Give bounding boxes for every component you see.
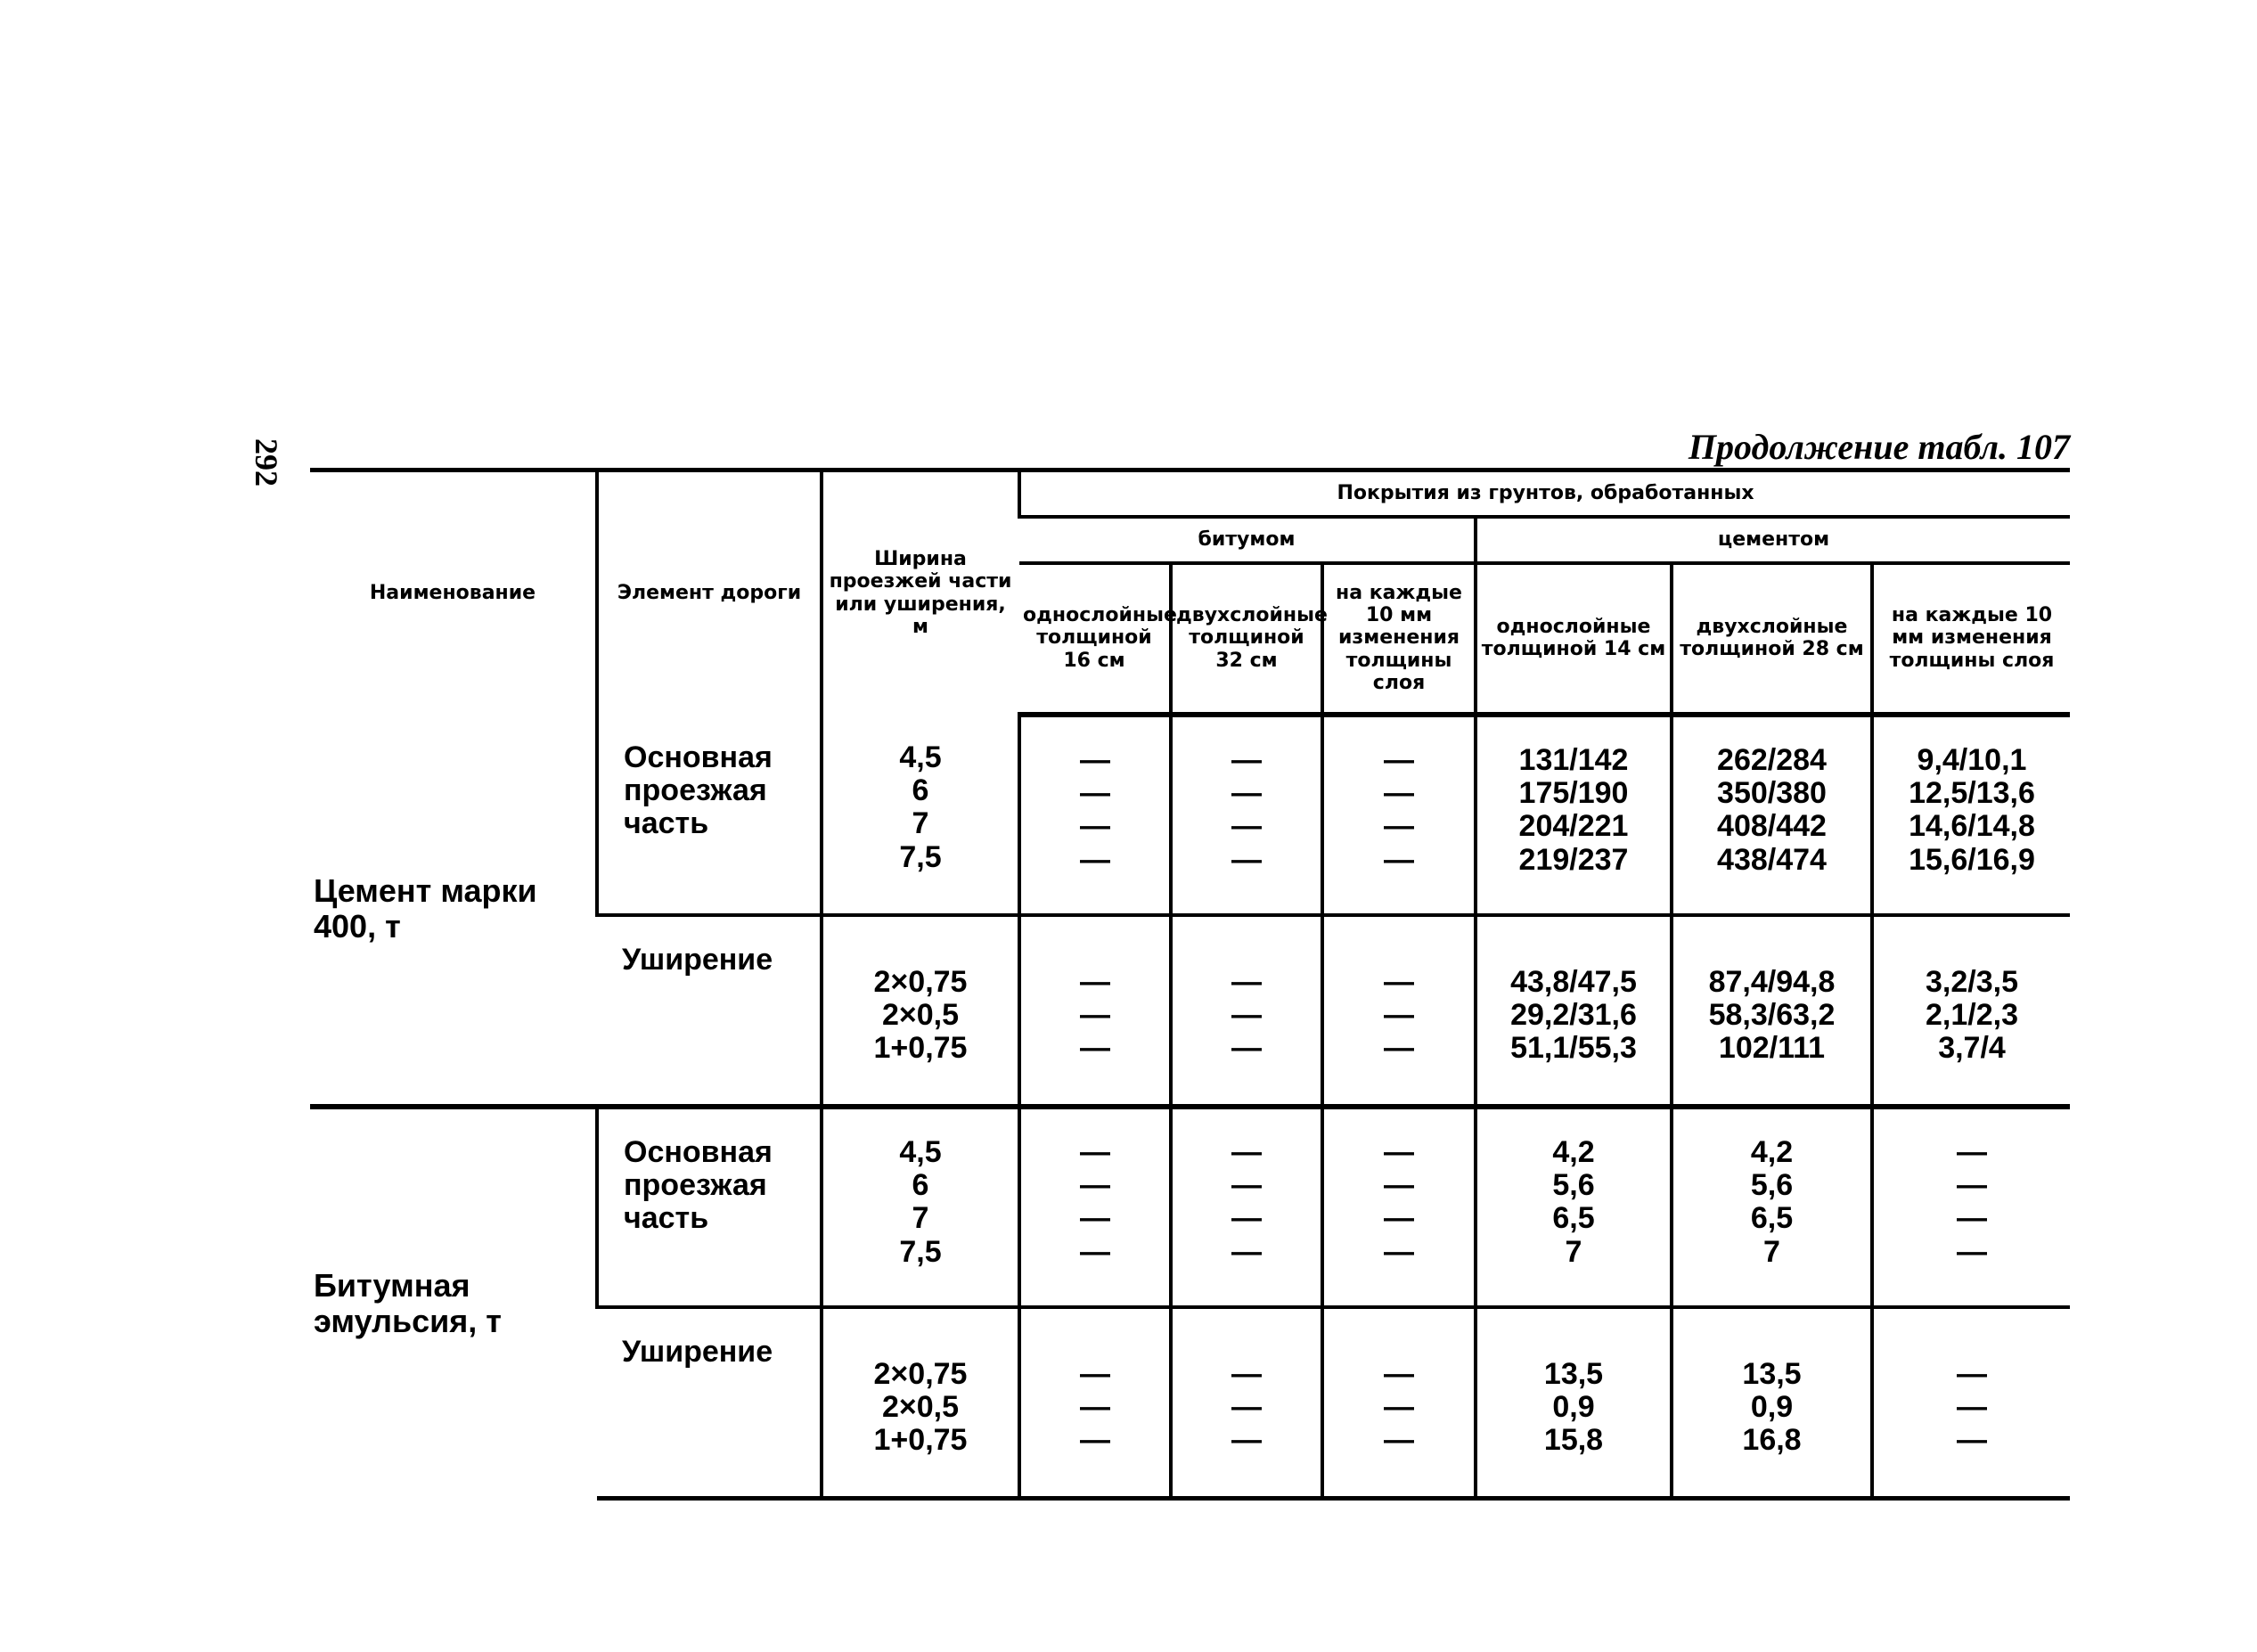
cell-cem-single	[1476, 1107, 1672, 1307]
cell-cem-per10-value: 15,6/16,9	[1909, 842, 2035, 877]
cell-width-value: 6	[912, 1167, 929, 1202]
cell-cem-per10-value: —	[1957, 1389, 1987, 1424]
cell-cem-per10-value: —	[1957, 1423, 1987, 1458]
cell-width-value: 7,5	[899, 839, 942, 874]
cell-cem-per10-value: 3,7/4	[1938, 1031, 2006, 1066]
cell-bit-per10-value: —	[1384, 775, 1414, 810]
cell-width-value: 1+0,75	[873, 1031, 968, 1066]
cell-cem-single-value: 219/237	[1518, 842, 1629, 877]
cell-cem-single-value: 6,5	[1552, 1201, 1595, 1236]
road-element-line: часть	[624, 806, 709, 841]
header-element: Элемент дороги	[597, 470, 822, 715]
cell-cem-single-value: 51,1/55,3	[1510, 1031, 1637, 1066]
cell-cem-double-value: 102/111	[1718, 1031, 1826, 1066]
cell-bit-single-value: —	[1080, 842, 1110, 877]
cell-cem-double	[1672, 715, 1872, 915]
cell-bit-double-value: —	[1231, 997, 1262, 1032]
header-group-bitumen: битумом	[1019, 517, 1476, 563]
cell-cem-single	[1476, 715, 1672, 915]
page-number: 292	[249, 438, 284, 487]
cell-cem-per10-value: 12,5/13,6	[1909, 775, 2035, 810]
cell-cem-double-value: 438/474	[1717, 842, 1827, 877]
cell-bit-per10-value: —	[1384, 742, 1414, 777]
table-row	[310, 1107, 2070, 1307]
road-element-line: Основная	[624, 1134, 773, 1169]
cell-bit-double-value: —	[1231, 1389, 1262, 1424]
cell-cem-per10-value: —	[1957, 1167, 1987, 1202]
cell-bit-single	[1019, 915, 1171, 1107]
cell-bit-double-value: —	[1231, 1234, 1262, 1269]
table-body	[310, 715, 2070, 1499]
cell-cem-per10-value: —	[1957, 1234, 1987, 1269]
header-width: Ширина проезжей части или уширения, м	[822, 470, 1019, 715]
header-bit-double: двухслойные толщиной 32 см	[1171, 563, 1322, 715]
header-cem-single: однослойные толщиной 14 см	[1476, 563, 1672, 715]
cell-bit-per10-value: —	[1384, 997, 1414, 1032]
cell-cem-per10	[1872, 1307, 2070, 1499]
cell-cem-per10-value: 3,2/3,5	[1926, 964, 2018, 999]
cell-width	[822, 715, 1019, 915]
road-element	[597, 1107, 822, 1307]
cell-cem-per10	[1872, 715, 2070, 915]
cell-cem-double-value: 6,5	[1750, 1201, 1794, 1236]
cell-bit-per10	[1322, 915, 1476, 1107]
cell-cem-per10-value: 9,4/10,1	[1917, 742, 2027, 777]
cell-cem-double-value: 13,5	[1742, 1356, 1802, 1391]
table-row	[310, 715, 2070, 915]
road-element	[597, 715, 822, 915]
cell-cem-double-value: 4,2	[1750, 1134, 1794, 1169]
cell-cem-single-value: 15,8	[1543, 1423, 1604, 1458]
cell-bit-single-value: —	[1080, 1389, 1110, 1424]
cell-cem-double-value: 58,3/63,2	[1708, 997, 1836, 1032]
cell-bit-single-value: —	[1080, 1134, 1110, 1169]
cell-bit-single-value: —	[1080, 742, 1110, 777]
cell-width	[822, 915, 1019, 1107]
cell-cem-single-value: 5,6	[1552, 1167, 1595, 1202]
cell-bit-single	[1019, 715, 1171, 915]
cell-bit-single	[1019, 1307, 1171, 1499]
cell-bit-per10-value: —	[1384, 809, 1414, 844]
cell-cem-double	[1672, 1307, 1872, 1499]
cell-cem-per10-value: 14,6/14,8	[1909, 809, 2035, 844]
cell-bit-single-value: —	[1080, 1031, 1110, 1066]
road-element	[597, 915, 822, 1107]
cell-cem-per10-value: —	[1957, 1356, 1987, 1391]
cell-cem-single-value: 175/190	[1518, 775, 1629, 810]
cell-width-value: 1+0,75	[873, 1423, 968, 1458]
cell-bit-double-value: —	[1231, 1423, 1262, 1458]
cell-bit-double-value: —	[1231, 742, 1262, 777]
cell-bit-per10-value: —	[1384, 842, 1414, 877]
cell-bit-double-value: —	[1231, 809, 1262, 844]
cell-width-value: 2×0,75	[873, 1356, 968, 1391]
cell-cem-double-value: 350/380	[1717, 775, 1827, 810]
cell-bit-double-value: —	[1231, 964, 1262, 999]
cell-cem-per10-value: —	[1957, 1201, 1987, 1236]
cell-cem-double-value: 262/284	[1717, 742, 1827, 777]
cell-bit-double-value: —	[1231, 1167, 1262, 1202]
cell-bit-per10-value: —	[1384, 1423, 1414, 1458]
cell-cem-single-value: 131/142	[1518, 742, 1629, 777]
cell-bit-single-value: —	[1080, 964, 1110, 999]
cell-bit-per10	[1322, 1107, 1476, 1307]
cell-bit-double-value: —	[1231, 1356, 1262, 1391]
cell-cem-single-value: 43,8/47,5	[1510, 964, 1637, 999]
cell-bit-per10-value: —	[1384, 1234, 1414, 1269]
cell-cem-double-value: 0,9	[1750, 1389, 1794, 1424]
cell-bit-single-value: —	[1080, 1167, 1110, 1202]
cell-bit-single	[1019, 1107, 1171, 1307]
material-name: Битумная эмульсия, т	[310, 1107, 597, 1499]
cell-bit-per10-value: —	[1384, 1356, 1414, 1391]
cell-cem-double-value: 87,4/94,8	[1708, 964, 1836, 999]
cell-cem-per10-value: 2,1/2,3	[1926, 997, 2018, 1032]
cell-bit-per10	[1322, 1307, 1476, 1499]
cell-bit-double	[1171, 1107, 1322, 1307]
cell-bit-single-value: —	[1080, 1201, 1110, 1236]
cell-width-value: 7	[912, 1201, 929, 1236]
cell-cem-single-value: 13,5	[1543, 1356, 1604, 1391]
header-bit-single: однослойные толщиной 16 см	[1019, 563, 1171, 715]
header-bit-per10: на каждые 10 мм изменения толщины слоя	[1322, 563, 1476, 715]
cell-bit-per10-value: —	[1384, 1134, 1414, 1169]
cell-bit-single-value: —	[1080, 775, 1110, 810]
cell-cem-per10-value: —	[1957, 1134, 1987, 1169]
cell-width	[822, 1307, 1019, 1499]
road-element-line: проезжая	[624, 773, 767, 807]
cell-bit-single-value: —	[1080, 997, 1110, 1032]
cell-bit-per10-value: —	[1384, 1167, 1414, 1202]
cell-width-value: 4,5	[899, 1134, 942, 1169]
cell-cem-single-value: 4,2	[1552, 1134, 1595, 1169]
header-name: Наименование	[310, 470, 597, 715]
cell-width-value: 2×0,5	[881, 1389, 960, 1424]
header-group-all: Покрытия из грунтов, обработанных	[1019, 470, 2070, 517]
road-element-line: проезжая	[624, 1167, 767, 1202]
cell-bit-double	[1171, 915, 1322, 1107]
cell-cem-single-value: 0,9	[1552, 1389, 1595, 1424]
cell-width-value: 4,5	[899, 740, 942, 774]
cell-cem-single-value: 7	[1565, 1234, 1582, 1269]
cell-cem-single	[1476, 1307, 1672, 1499]
cell-bit-per10-value: —	[1384, 1389, 1414, 1424]
cell-cem-double-value: 16,8	[1742, 1423, 1802, 1458]
cell-cem-double-value: 408/442	[1717, 809, 1827, 844]
header-cem-per10: на каждые 10 мм изменения толщины слоя	[1872, 563, 2070, 715]
cell-bit-double	[1171, 1307, 1322, 1499]
cell-bit-single-value: —	[1080, 1423, 1110, 1458]
cell-cem-double-value: 5,6	[1750, 1167, 1794, 1202]
cell-bit-per10-value: —	[1384, 1201, 1414, 1236]
cell-width-value: 7	[912, 806, 929, 841]
cell-bit-double-value: —	[1231, 775, 1262, 810]
material-name: Цемент марки 400, т	[314, 872, 537, 945]
cell-bit-double-value: —	[1231, 842, 1262, 877]
header-group-cement: цементом	[1476, 517, 2070, 563]
cell-bit-per10-value: —	[1384, 964, 1414, 999]
cell-bit-double-value: —	[1231, 1031, 1262, 1066]
road-element-line: часть	[624, 1201, 709, 1236]
cell-width	[822, 1107, 1019, 1307]
cell-cem-single-value: 204/221	[1518, 809, 1629, 844]
cell-bit-per10-value: —	[1384, 1031, 1414, 1066]
cell-bit-double	[1171, 715, 1322, 915]
cell-bit-single-value: —	[1080, 809, 1110, 844]
cell-bit-single-value: —	[1080, 1356, 1110, 1391]
table-caption: Продолжение табл. 107	[1688, 427, 2070, 467]
cell-cem-double	[1672, 915, 1872, 1107]
cell-bit-single-value: —	[1080, 1234, 1110, 1269]
road-element-line: Уширение	[622, 942, 773, 977]
cell-bit-double-value: —	[1231, 1134, 1262, 1169]
road-element	[597, 1307, 822, 1499]
cell-bit-per10	[1322, 715, 1476, 915]
cell-width-value: 2×0,75	[873, 964, 968, 999]
road-element-line: Уширение	[622, 1334, 773, 1369]
cell-cem-single-value: 29,2/31,6	[1510, 997, 1637, 1032]
cell-bit-double-value: —	[1231, 1201, 1262, 1236]
cell-width-value: 2×0,5	[881, 997, 960, 1032]
cell-cem-double	[1672, 1107, 1872, 1307]
cell-cem-single	[1476, 915, 1672, 1107]
cell-width-value: 6	[912, 773, 929, 807]
header-cem-double: двухслойные толщиной 28 см	[1672, 563, 1872, 715]
cell-width-value: 7,5	[899, 1234, 942, 1269]
materials-table	[310, 468, 2070, 1501]
cell-cem-per10	[1872, 1107, 2070, 1307]
cell-cem-per10	[1872, 915, 2070, 1107]
cell-cem-double-value: 7	[1763, 1234, 1780, 1269]
road-element-line: Основная	[624, 740, 773, 774]
